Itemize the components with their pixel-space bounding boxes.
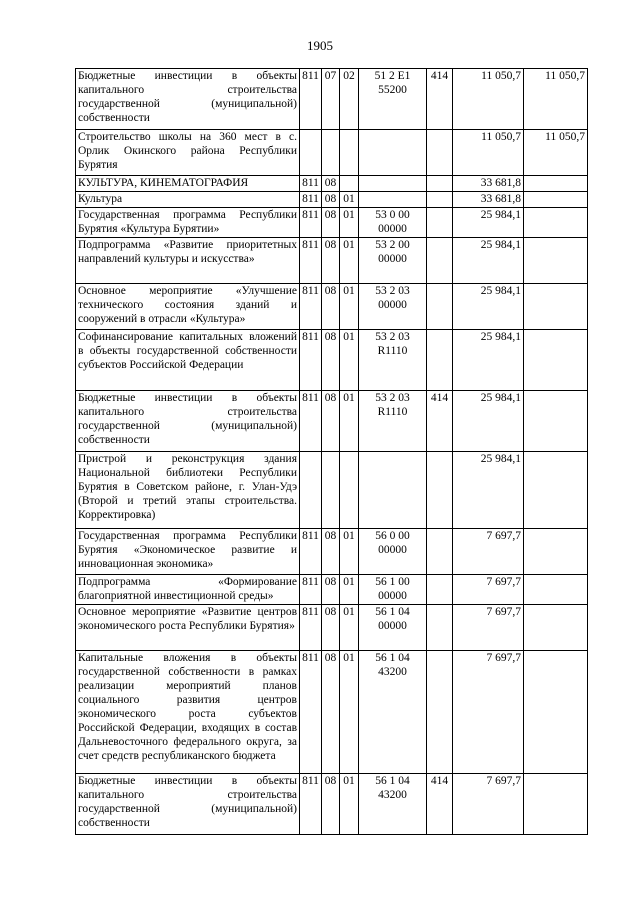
item-name-cell: Культура xyxy=(76,192,300,208)
table-row xyxy=(76,330,588,391)
amount-cell: 33 681,8 xyxy=(453,176,524,192)
section-code-cell: 08 xyxy=(322,605,340,651)
amount-cell-2 xyxy=(524,192,588,208)
section-code-cell: 08 xyxy=(322,774,340,835)
target-code-cell: 56 0 00 00000 xyxy=(359,529,427,575)
table-row xyxy=(76,605,588,651)
amount-cell-2 xyxy=(524,452,588,529)
expense-type-cell xyxy=(427,192,453,208)
target-code-cell: 56 1 04 43200 xyxy=(359,651,427,774)
subsection-code-cell: 01 xyxy=(340,208,359,238)
expense-type-cell xyxy=(427,651,453,774)
admin-code-cell: 811 xyxy=(300,284,322,330)
expense-type-cell xyxy=(427,130,453,176)
admin-code-cell: 811 xyxy=(300,774,322,835)
expense-type-cell: 414 xyxy=(427,391,453,452)
subsection-code-cell xyxy=(340,176,359,192)
item-name-cell: Бюджетные инвестиции в объекты капитального строительства государственной (муниципальной) собственности xyxy=(76,774,300,835)
table-row xyxy=(76,130,588,176)
amount-cell: 25 984,1 xyxy=(453,208,524,238)
amount-cell: 25 984,1 xyxy=(453,330,524,391)
expense-type-cell xyxy=(427,238,453,284)
admin-code-cell xyxy=(300,452,322,529)
table-row xyxy=(76,529,588,575)
amount-cell-2 xyxy=(524,330,588,391)
subsection-code-cell: 01 xyxy=(340,330,359,391)
amount-cell-2: 11 050,7 xyxy=(524,130,588,176)
section-code-cell xyxy=(322,130,340,176)
admin-code-cell: 811 xyxy=(300,575,322,605)
subsection-code-cell xyxy=(340,130,359,176)
item-name-cell: Софинансирование капитальных вложений в объекты государственной собственности субъектов Российской Федерации xyxy=(76,330,300,391)
table-row xyxy=(76,176,588,192)
section-code-cell: 08 xyxy=(322,208,340,238)
amount-cell: 7 697,7 xyxy=(453,605,524,651)
admin-code-cell: 811 xyxy=(300,651,322,774)
subsection-code-cell: 01 xyxy=(340,605,359,651)
item-name-cell: Строительство школы на 360 мест в с. Орлик Окинского района Республики Бурятия xyxy=(76,130,300,176)
section-code-cell: 08 xyxy=(322,192,340,208)
amount-cell: 25 984,1 xyxy=(453,452,524,529)
item-name-cell: Основное мероприятие «Улучшение технического состояния зданий и сооружений в отрасли «Культура» xyxy=(76,284,300,330)
amount-cell-2 xyxy=(524,238,588,284)
section-code-cell: 08 xyxy=(322,284,340,330)
subsection-code-cell: 01 xyxy=(340,774,359,835)
table-row xyxy=(76,651,588,774)
target-code-cell xyxy=(359,130,427,176)
amount-cell: 33 681,8 xyxy=(453,192,524,208)
amount-cell-2 xyxy=(524,176,588,192)
subsection-code-cell: 01 xyxy=(340,284,359,330)
admin-code-cell: 811 xyxy=(300,605,322,651)
amount-cell-2 xyxy=(524,605,588,651)
expense-type-cell xyxy=(427,529,453,575)
amount-cell-2 xyxy=(524,391,588,452)
target-code-cell: 53 2 03 R1110 xyxy=(359,391,427,452)
section-code-cell: 08 xyxy=(322,176,340,192)
page-number: 1905 xyxy=(307,38,333,53)
admin-code-cell: 811 xyxy=(300,529,322,575)
table-row xyxy=(76,774,588,835)
subsection-code-cell: 01 xyxy=(340,651,359,774)
budget-table-body xyxy=(76,69,588,835)
expense-type-cell: 414 xyxy=(427,774,453,835)
subsection-code-cell: 01 xyxy=(340,575,359,605)
amount-cell: 25 984,1 xyxy=(453,391,524,452)
expense-type-cell: 414 xyxy=(427,69,453,130)
amount-cell: 25 984,1 xyxy=(453,238,524,284)
section-code-cell: 08 xyxy=(322,575,340,605)
amount-cell: 7 697,7 xyxy=(453,651,524,774)
budget-table xyxy=(75,68,588,835)
table-row xyxy=(76,284,588,330)
amount-cell: 7 697,7 xyxy=(453,575,524,605)
admin-code-cell: 811 xyxy=(300,208,322,238)
expense-type-cell xyxy=(427,284,453,330)
table-row xyxy=(76,69,588,130)
item-name-cell: Бюджетные инвестиции в объекты капитального строительства государственной (муниципальной) собственности xyxy=(76,391,300,452)
table-row xyxy=(76,192,588,208)
target-code-cell xyxy=(359,192,427,208)
admin-code-cell: 811 xyxy=(300,391,322,452)
amount-cell-2 xyxy=(524,208,588,238)
amount-cell: 25 984,1 xyxy=(453,284,524,330)
section-code-cell: 08 xyxy=(322,651,340,774)
target-code-cell: 56 1 04 00000 xyxy=(359,605,427,651)
section-code-cell: 08 xyxy=(322,330,340,391)
target-code-cell xyxy=(359,452,427,529)
item-name-cell: Подпрограмма «Развитие приоритетных направлений культуры и искусства» xyxy=(76,238,300,284)
target-code-cell: 53 2 00 00000 xyxy=(359,238,427,284)
target-code-cell: 56 1 00 00000 xyxy=(359,575,427,605)
amount-cell: 11 050,7 xyxy=(453,69,524,130)
admin-code-cell: 811 xyxy=(300,176,322,192)
section-code-cell: 07 xyxy=(322,69,340,130)
table-row xyxy=(76,208,588,238)
table-row xyxy=(76,575,588,605)
table-row xyxy=(76,391,588,452)
admin-code-cell: 811 xyxy=(300,238,322,284)
amount-cell-2 xyxy=(524,651,588,774)
item-name-cell: Бюджетные инвестиции в объекты капитального строительства государственной (муниципальной) собственности xyxy=(76,69,300,130)
section-code-cell xyxy=(322,452,340,529)
target-code-cell xyxy=(359,176,427,192)
admin-code-cell xyxy=(300,130,322,176)
amount-cell: 11 050,7 xyxy=(453,130,524,176)
subsection-code-cell: 02 xyxy=(340,69,359,130)
item-name-cell: КУЛЬТУРА, КИНЕМАТОГРАФИЯ xyxy=(76,176,300,192)
section-code-cell: 08 xyxy=(322,529,340,575)
item-name-cell: Государственная программа Республики Бурятия «Культура Бурятии» xyxy=(76,208,300,238)
section-code-cell: 08 xyxy=(322,391,340,452)
item-name-cell: Подпрограмма «Формирование благоприятной инвестиционной среды» xyxy=(76,575,300,605)
target-code-cell: 53 0 00 00000 xyxy=(359,208,427,238)
admin-code-cell: 811 xyxy=(300,69,322,130)
amount-cell-2: 11 050,7 xyxy=(524,69,588,130)
expense-type-cell xyxy=(427,605,453,651)
item-name-cell: Капитальные вложения в объекты государственной собственности в рамках реализации мероприятий планов социального развития центров экономического роста субъектов Российской Федерации, входящих в состав Дальневосточного федерального округа, за счет средств республиканского бюджета xyxy=(76,651,300,774)
section-code-cell: 08 xyxy=(322,238,340,284)
item-name-cell: Государственная программа Республики Бурятия «Экономическое развитие и инновационная экономика» xyxy=(76,529,300,575)
amount-cell-2 xyxy=(524,284,588,330)
amount-cell-2 xyxy=(524,529,588,575)
item-name-cell: Основное мероприятие «Развитие центров экономического роста Республики Бурятия» xyxy=(76,605,300,651)
admin-code-cell: 811 xyxy=(300,192,322,208)
table-row xyxy=(76,238,588,284)
expense-type-cell xyxy=(427,208,453,238)
subsection-code-cell xyxy=(340,452,359,529)
amount-cell: 7 697,7 xyxy=(453,774,524,835)
amount-cell-2 xyxy=(524,575,588,605)
target-code-cell: 53 2 03 00000 xyxy=(359,284,427,330)
table-row xyxy=(76,452,588,529)
expense-type-cell xyxy=(427,330,453,391)
subsection-code-cell: 01 xyxy=(340,192,359,208)
target-code-cell: 51 2 E1 55200 xyxy=(359,69,427,130)
expense-type-cell xyxy=(427,452,453,529)
subsection-code-cell: 01 xyxy=(340,529,359,575)
subsection-code-cell: 01 xyxy=(340,238,359,284)
subsection-code-cell: 01 xyxy=(340,391,359,452)
item-name-cell: Пристрой и реконструкция здания Национальной библиотеки Республики Бурятия в Советском районе, г. Улан-Удэ (Второй и третий этапы строительства. Корректировка) xyxy=(76,452,300,529)
amount-cell: 7 697,7 xyxy=(453,529,524,575)
target-code-cell: 53 2 03 R1110 xyxy=(359,330,427,391)
expense-type-cell xyxy=(427,176,453,192)
admin-code-cell: 811 xyxy=(300,330,322,391)
target-code-cell: 56 1 04 43200 xyxy=(359,774,427,835)
expense-type-cell xyxy=(427,575,453,605)
amount-cell-2 xyxy=(524,774,588,835)
